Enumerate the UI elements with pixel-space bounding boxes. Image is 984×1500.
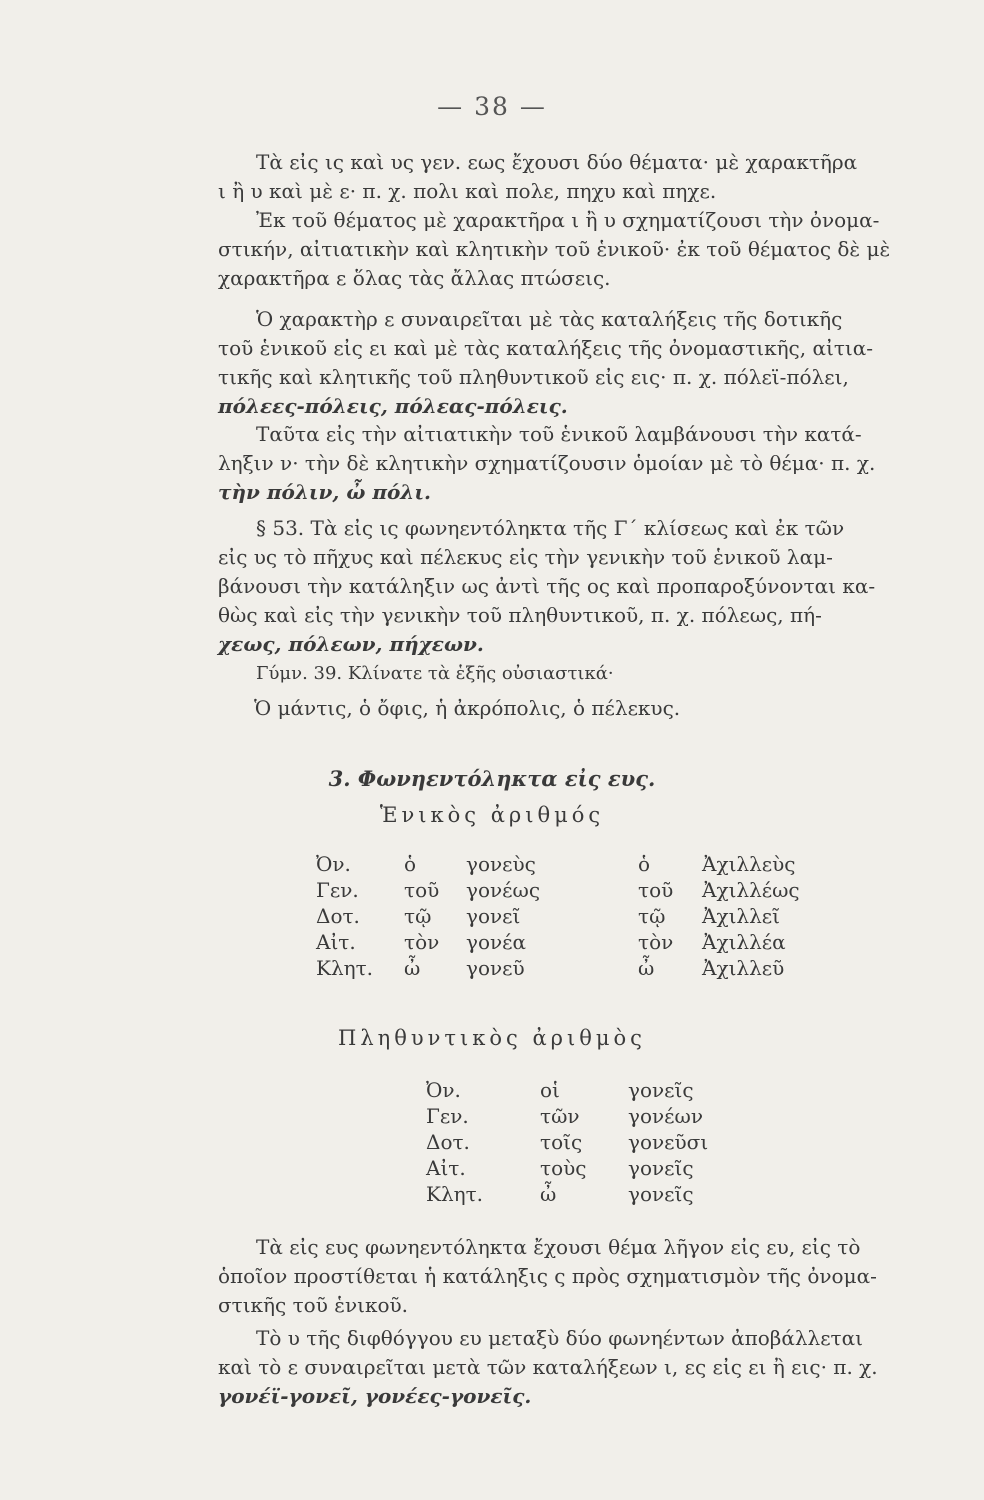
text-line: Ταῦτα εἰς τὴν αἰτιατικὴν τοῦ ἑνικοῦ λαμβάνουσι τὴν κατά-: [256, 422, 862, 446]
text-line: ὁποῖον προστίθεται ἡ κατάληξις ς πρὸς σχηματισμὸν τῆς ὀνομα-: [218, 1264, 877, 1288]
text-line: Τὰ εἰς ις καὶ υς γεν. εως ἔχουσι δύο θέματα· μὲ χαρακτῆρα: [256, 150, 858, 174]
case-label: Κλητ.: [316, 956, 374, 980]
article: ὦ: [638, 956, 655, 980]
closing-paragraph-2: [218, 1324, 956, 1411]
article: τοῖς: [540, 1130, 583, 1154]
article: τὸν: [638, 930, 674, 954]
exercise-words: [218, 694, 956, 723]
table-row: [426, 1104, 708, 1130]
case-label: Γεν.: [426, 1104, 469, 1128]
paragraph-2: [218, 206, 956, 293]
text-line: θὼς καὶ εἰς τὴν γενικὴν τοῦ πληθυντικοῦ, π. χ. πόλεως, πή-: [218, 603, 822, 627]
text-line: Ἐκ τοῦ θέματος μὲ χαρακτῆρα ι ἢ υ σχηματίζουσι τὴν ὀνομα-: [256, 208, 880, 232]
exercise-title: [218, 659, 956, 688]
paragraph-5: [218, 514, 956, 659]
table-row: [316, 852, 800, 878]
word-form: Ἀχιλλεὺς: [702, 852, 796, 876]
article: ὦ: [404, 956, 421, 980]
case-label: Ὀν.: [426, 1078, 461, 1102]
word-form: γονέα: [466, 930, 527, 954]
word-form: γονεῦσι: [628, 1130, 709, 1154]
word-form: γονέως: [466, 878, 541, 902]
case-label: Γεν.: [316, 878, 359, 902]
case-label: Δοτ.: [316, 904, 360, 928]
text-line: εἰς υς τὸ πῆχυς καὶ πέλεκυς εἰς τὴν γενικὴν τοῦ ἑνικοῦ λαμ-: [218, 545, 833, 569]
table-row: [426, 1156, 708, 1182]
text-line: χεως, πόλεων, πήχεων.: [218, 632, 484, 656]
article: οἱ: [540, 1078, 560, 1102]
case-label: Αἰτ.: [426, 1156, 466, 1180]
table-row: [316, 956, 800, 982]
word-form: γονέων: [628, 1104, 703, 1128]
article: τοὺς: [540, 1156, 587, 1180]
text-line: Γύμν. 39. Κλίνατε τὰ ἑξῆς οὐσιαστικά·: [256, 663, 614, 684]
word-form: γονεὺς: [466, 852, 536, 876]
article: τοῦ: [638, 878, 674, 902]
word-form: γονεῖς: [628, 1156, 694, 1180]
text-line: καὶ τὸ ε συναιρεῖται μετὰ τῶν καταλήξεων ι, ες εἰς ει ἢ εις· π. χ.: [218, 1355, 878, 1379]
word-form: Ἀχιλλέα: [702, 930, 786, 954]
case-label: Κλητ.: [426, 1182, 484, 1206]
word-form: γονεῖς: [628, 1078, 694, 1102]
text-line: ι ἢ υ καὶ μὲ ε· π. χ. πολι καὶ πολε, πηχυ καὶ πηχε.: [218, 179, 717, 203]
text-line: § 53. Τὰ εἰς ις φωνηεντόληκτα τῆς Γ΄ κλίσεως καὶ ἐκ τῶν: [256, 516, 845, 540]
word-form: γονεῖς: [628, 1182, 694, 1206]
text-line: χαρακτῆρα ε ὅλας τὰς ἄλλας πτώσεις.: [218, 266, 611, 290]
plural-heading: Πληθυντικὸς ἀριθμὸς: [338, 1026, 646, 1050]
word-form: Ἀχιλλεῦ: [702, 956, 785, 980]
table-row: [426, 1130, 708, 1156]
text-line: ληξιν ν· τὴν δὲ κλητικὴν σχηματίζουσιν ὁμοίαν μὲ τὸ θέμα· π. χ.: [218, 451, 876, 475]
plural-table: [426, 1078, 708, 1208]
text-line: Ὁ μάντις, ὁ ὄφις, ἡ ἀκρόπολις, ὁ πέλεκυς.: [254, 696, 681, 720]
case-label: Αἰτ.: [316, 930, 356, 954]
table-row: [316, 904, 800, 930]
article: ὁ: [638, 852, 651, 876]
closing-paragraph-1: [218, 1233, 956, 1320]
text-line: βάνουσι τὴν κατάληξιν ως ἀντὶ τῆς ος καὶ προπαροξύνονται κα-: [218, 574, 876, 598]
text-line: Τὰ εἰς ευς φωνηεντόληκτα ἔχουσι θέμα λῆγον εἰς ευ, εἰς τὸ: [256, 1235, 861, 1259]
article: ὁ: [404, 852, 417, 876]
text-line: πόλεες-πόλεις, πόλεας-πόλεις.: [218, 394, 568, 418]
article: ὦ: [540, 1182, 557, 1206]
article: τὸν: [404, 930, 440, 954]
table-row: [426, 1182, 708, 1208]
word-form: γονεῦ: [466, 956, 525, 980]
text-line: στικῆς τοῦ ἑνικοῦ.: [218, 1293, 409, 1317]
case-label: Ὀν.: [316, 852, 351, 876]
section-heading: 3. Φωνηεντόληκτα εἰς ευς.: [328, 766, 656, 791]
text-line: τὴν πόλιν, ὦ πόλι.: [218, 480, 431, 504]
text-line: Ὁ χαρακτὴρ ε συναιρεῖται μὲ τὰς καταλήξεις τῆς δοτικῆς: [256, 307, 843, 331]
paragraph-1: [218, 148, 956, 206]
article: τοῦ: [404, 878, 440, 902]
text-line: τικῆς καὶ κλητικῆς τοῦ πληθυντικοῦ εἰς εις· π. χ. πόλεϊ-πόλει,: [218, 365, 849, 389]
text-line: γονέϊ-γονεῖ, γονέες-γονεῖς.: [218, 1384, 532, 1408]
text-line: στικήν, αἰτιατικὴν καὶ κλητικὴν τοῦ ἑνικοῦ· ἐκ τοῦ θέματος δὲ μὲ: [218, 237, 891, 261]
paragraph-3: [218, 305, 956, 421]
table-row: [316, 930, 800, 956]
word-form: γονεῖ: [466, 904, 521, 928]
word-form: Ἀχιλλεῖ: [702, 904, 780, 928]
singular-heading: Ἑνικὸς ἀριθμός: [379, 803, 605, 827]
page-number: — 38 —: [437, 92, 547, 121]
case-label: Δοτ.: [426, 1130, 470, 1154]
table-row: [316, 878, 800, 904]
table-row: [426, 1078, 708, 1104]
article: τῷ: [638, 904, 666, 928]
singular-table: [316, 852, 800, 982]
word-form: Ἀχιλλέως: [702, 878, 800, 902]
article: τῶν: [540, 1104, 580, 1128]
text-line: τοῦ ἑνικοῦ εἰς ει καὶ μὲ τὰς καταλήξεις τῆς ὀνομαστικῆς, αἰτια-: [218, 336, 873, 360]
text-line: Τὸ υ τῆς διφθόγγου ευ μεταξὺ δύο φωνηέντων ἀποβάλλεται: [256, 1326, 863, 1350]
article: τῷ: [404, 904, 432, 928]
paragraph-4: [218, 420, 956, 507]
